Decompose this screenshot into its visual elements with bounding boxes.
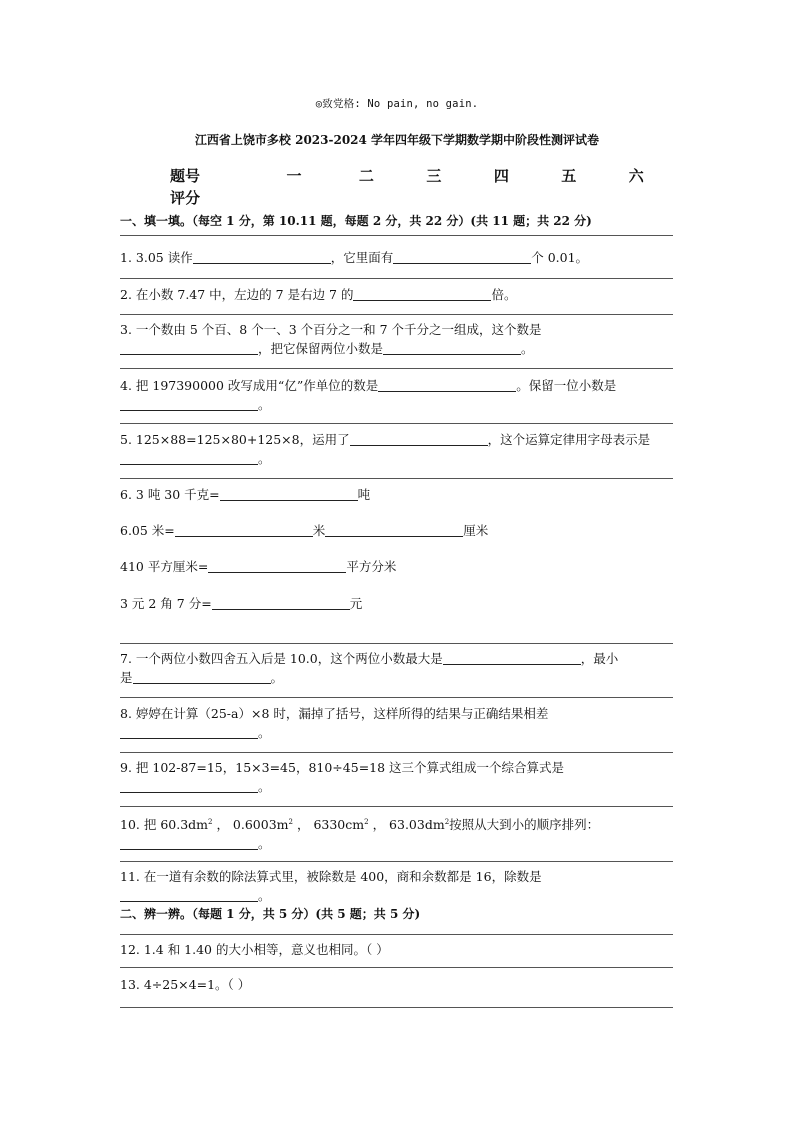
q4-text-a: 4. 把 197390000 改写成用“亿”作单位的数是 [120,378,379,393]
question-2 [120,285,675,304]
question-11 [120,867,675,905]
q6-unit-c: 平方分米 [346,559,397,574]
q6-unit-d: 元 [349,596,363,611]
score-header-row [170,164,670,186]
answer-blank[interactable] [350,431,488,446]
answer-blank[interactable] [133,669,271,684]
question-4 [120,376,675,414]
divider [120,314,673,315]
question-13: 13. 4÷25×4=1。（ ） [120,977,251,992]
question-3 [120,320,675,358]
q10-sup-2: 2 [288,818,293,826]
divider [120,643,673,644]
q11-text-a: 11. 在一道有余数的除法算式里，被除数是 400，商和余数都是 16，除数是 [120,869,542,884]
score-header-label: 题号 [170,166,201,185]
q4-text-c: 。 [258,397,271,412]
q10-sup-1: 2 [208,818,213,826]
score-col-5: 五 [561,166,577,185]
q10-text-e: 按照从大到小的顺序排列： [449,817,600,833]
q6-unit-a: 吨 [357,487,371,502]
score-table [170,164,670,208]
answer-blank[interactable] [383,340,521,355]
q8-text-b: 。 [258,725,271,740]
score-col-3: 三 [426,166,442,185]
q4-text-b: 。保留一位小数是 [516,378,617,393]
answer-blank[interactable] [220,486,358,501]
divider [120,752,673,753]
header-motto: ◎致党格: No pain, no gain. [315,98,479,110]
question-1 [120,248,675,267]
divider [120,235,673,236]
question-8 [120,704,675,742]
score-col-2: 二 [358,166,374,185]
q6-text-c: 410 平方厘米= [120,559,209,574]
answer-blank[interactable] [353,286,491,301]
q6-unit-b1: 米 [312,523,326,538]
question-12: 12. 1.4 和 1.40 的大小相等，意义也相同。（ ） [120,942,389,957]
q10-text-a: 10. 把 60.3dm [120,817,209,833]
q3-text-c: 。 [521,341,534,356]
question-6c [120,557,675,576]
answer-blank[interactable] [393,249,531,264]
score-value-row [170,186,670,208]
q1-text-a: 1. 3.05 读作 [120,250,193,265]
score-col-1: 一 [286,166,302,185]
divider [120,278,673,279]
divider [120,1007,673,1008]
answer-blank[interactable] [120,724,258,739]
section-1-heading: 一、填一填。（每空 1 分，第 10.11 题，每题 2 分，共 22 分）(共 11 题；共 22 分) [120,214,592,228]
q5-text-c: 。 [258,451,271,466]
question-6b [120,521,675,540]
q11-text-b: 。 [258,888,271,903]
answer-blank[interactable] [120,892,258,902]
q2-text-b: 倍。 [491,287,517,302]
q3-text-b: ，把它保留两位小数是 [258,341,384,356]
divider [120,934,673,935]
question-9 [120,758,675,796]
divider [120,967,673,968]
divider [120,478,673,479]
q7-text-c: 是 [120,670,133,685]
q1-text-c: 个 0.01。 [531,250,589,265]
q5-text-a: 5. 125×88=125×80+125×8，运用了 [120,432,350,447]
q7-text-b: ，最小 [580,651,619,666]
answer-blank[interactable] [208,558,346,573]
q10-text-b: ， 0.6003m [212,817,289,833]
divider [120,861,673,862]
q7-text-a: 7. 一个两位小数四舍五入后是 10.0，这个两位小数最大是 [120,651,443,666]
answer-blank[interactable] [443,650,581,665]
q10-sup-4: 2 [444,818,450,826]
question-10 [120,813,675,853]
q8-text-a: 8. 婷婷在计算（25-a）×8 时，漏掉了括号，这样所得的结果与正确结果相差 [120,706,549,721]
question-7 [120,649,675,687]
answer-blank[interactable] [120,778,258,793]
exam-title: 江西省上饶市多校 2023-2024 学年四年级下学期数学期中阶段性测评试卷 [194,133,600,147]
q6-text-d: 3 元 2 角 7 分= [120,596,212,611]
answer-blank[interactable] [120,340,258,355]
answer-blank[interactable] [120,835,258,850]
score-col-4: 四 [493,166,509,185]
answer-blank[interactable] [378,377,516,392]
question-6d [120,594,675,613]
answer-blank[interactable] [120,396,258,411]
question-5 [120,430,675,468]
q10-sup-3: 2 [364,818,369,826]
q9-text-a: 9. 把 102-87=15，15×3=45，810÷45=18 这三个算式组成一个综合算式是 [120,760,565,775]
question-6a [120,485,675,504]
score-col-6: 六 [628,166,644,185]
answer-blank[interactable] [325,522,463,537]
q9-text-b: 。 [258,779,271,794]
q10-text-d: ， 63.03dm [368,817,445,833]
divider [120,697,673,698]
answer-blank[interactable] [193,249,331,264]
answer-blank[interactable] [175,522,313,537]
q10-text-c: ， 6330cm [293,817,365,833]
q6-text-b: 6.05 米= [120,523,175,538]
q2-text-a: 2. 在小数 7.47 中，左边的 7 是右边 7 的 [120,287,354,302]
q3-text-a: 3. 一个数由 5 个百、8 个一、3 个百分之一和 7 个千分之一组成，这个数是 [120,322,542,337]
section-2-heading: 二、辨一辨。（每题 1 分，共 5 分）(共 5 题；共 5 分) [120,907,421,921]
divider [120,423,673,424]
q6-unit-b2: 厘米 [463,523,489,538]
divider [120,806,673,807]
answer-blank[interactable] [120,450,258,465]
q10-text-f: 。 [258,836,271,852]
answer-blank[interactable] [212,595,350,610]
q6-text-a: 6. 3 吨 30 千克= [120,487,220,502]
score-value-label: 评分 [170,188,201,207]
divider [120,368,673,369]
q5-text-b: ，这个运算定律用字母表示是 [487,432,651,447]
q7-text-d: 。 [270,670,284,685]
q1-text-b: ，它里面有 [330,250,394,265]
